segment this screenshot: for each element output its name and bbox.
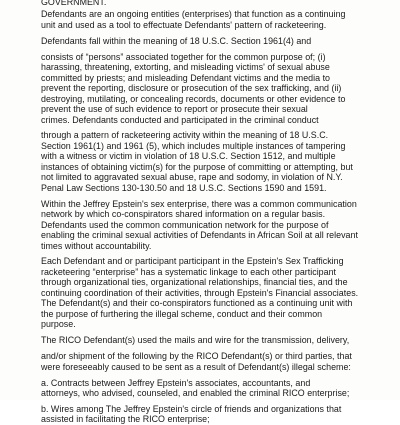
text-line: through a pattern of racketeering activity within the meaning of 18 U.S.C. [41, 130, 329, 141]
text-line: unit and used as a tool to effectuate Defendants' pattern of racketeering. [41, 19, 327, 30]
text-line: racketeering “enterprise” has a systematic linkage to each other participant [41, 266, 337, 277]
text-line: continuing coordination of their activities, through Epstein's Financial associates. [41, 287, 359, 298]
text-line: The Defendant(s) and their co-conspirators functioned as a continuing unit with [41, 298, 353, 309]
document-body [41, 0, 386, 425]
list-item-b [41, 404, 386, 425]
text-line: Defendants fall within the meaning of 18 U.S.C. Section 1961(4) and [41, 35, 312, 46]
text-line: were foreseeably caused to be sent as a result of Defendant(s) illegal scheme: [41, 361, 351, 372]
text-line: a. Contracts between Jeffrey Epstein's associates, accountants, and [41, 377, 311, 388]
text-line: the purpose of furthering the illegal scheme, conduct and their common [41, 308, 323, 319]
text-line: Each Defendant and or participant participant in the Epstein's Sex Trafficking [41, 256, 344, 267]
text-line: consists of “persons” associated together for the common purpose of; (i) [41, 51, 326, 62]
paragraph-pattern-racketeering [41, 130, 386, 193]
text-line: Section 1961(1) and 1961 (5), which includes multiple instances of tampering [41, 140, 346, 151]
text-line: assisted in facilitating the RICO enterprise; [41, 414, 210, 425]
paragraph-rico-mail-wire [41, 335, 386, 345]
text-line: with a witness or victim in violation of 18 U.S.C. Section 1512, and multiple [41, 151, 336, 162]
text-line: purpose. [41, 319, 76, 330]
text-line: Penal Law Sections 130-130.50 and 18 U.S.C. Sections 1590 and 1591. [41, 182, 327, 193]
text-line: GOVERNMENT. [41, 0, 107, 7]
paragraph-rico-shipment [41, 351, 386, 372]
text-line: b. Wires among The Jeffrey Epstein's circle of friends and organizations that [41, 403, 342, 414]
text-line: destroying, mutilating, or concealing records, documents or other evidence to [41, 93, 346, 104]
paragraph-epstein-enterprise [41, 199, 386, 251]
text-line: through organizational ties, organizational relationships, financial ties, and the [41, 277, 348, 288]
text-line: attorneys, who advised, counseled, and enabled the criminal RICO enterprise; [41, 387, 350, 398]
text-line: committed by priests; and misleading Defendant victims and the media to [41, 72, 331, 83]
text-line: The RICO Defendant(s) used the mails and wire for the transmission, delivery, [41, 335, 350, 346]
paragraph-defendants-entities [41, 9, 386, 30]
text-line: Defendants are an ongoing entities (enterprises) that function as a continuing [41, 9, 346, 20]
text-line: crimes. Defendants conducted and participated in the criminal conduct [41, 114, 319, 125]
text-line: prevent the use of such evidence to report or prosecute their sexual [41, 104, 308, 115]
paragraph-defendants-meaning [41, 36, 386, 46]
text-line: and/or shipment of the following by the RICO Defendant(s) or third parties, that [41, 351, 352, 362]
text-line: enabling the criminal sexual activities of Defendants in African Soil at all relevant [41, 230, 358, 241]
text-line: Within the Jeffrey Epstein's sex enterprise, there was a common communication [41, 198, 357, 209]
text-line: not limited to aggravated sexual abuse, rape and sodomy, in violation of N.Y. [41, 172, 343, 183]
list-item-a [41, 378, 386, 399]
text-line: Defendants used the common communication network for the purpose of [41, 219, 329, 230]
paragraph-persons-associated [41, 52, 386, 125]
paragraph-each-defendant [41, 256, 386, 329]
text-line: instances of obtaining victim(s) for the purpose of committing or attempting, but [41, 161, 353, 172]
government-heading [41, 0, 386, 7]
text-line: network by which co-conspirators shared information on a regular basis. [41, 209, 326, 220]
text-line: prevent the reporting, disclosure or prosecution of the sex trafficking, and (ii) [41, 83, 342, 94]
text-line: times without accountability. [41, 240, 152, 251]
text-line: harassing, threatening, extorting, and misleading victims' of sexual abuse [41, 62, 330, 73]
